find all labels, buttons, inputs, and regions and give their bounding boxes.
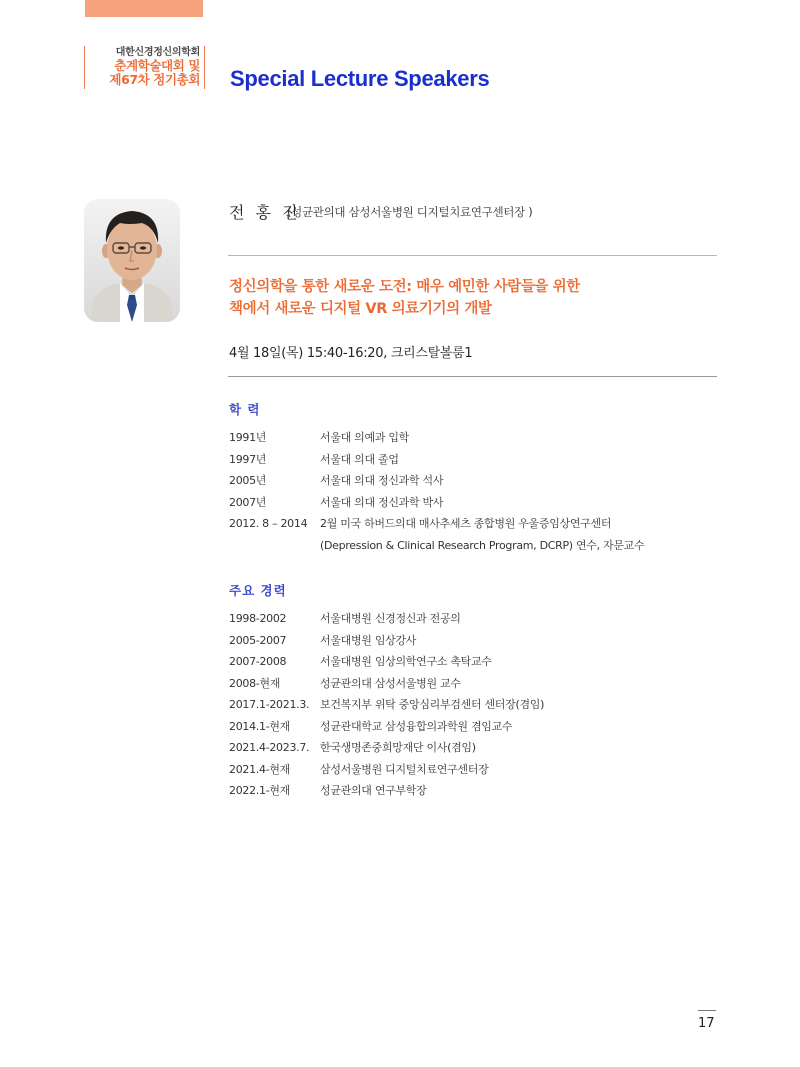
education-list [229,427,719,556]
lecture-title [229,276,709,320]
item-year: 2021.4-현재 [229,762,291,776]
list-item [229,630,719,652]
event-line-1: 춘계학술대회 및 [114,57,200,73]
list-item [229,651,719,673]
item-year: 2022.1-현재 [229,784,291,797]
speaker-photo [84,199,180,322]
speaker-portrait-illustration [84,199,180,322]
list-item [229,608,719,630]
item-text: 서울대 의예과 입학 [320,431,410,444]
speaker-affiliation: (성균관의대 삼성서울병원 디지털치료연구센터장 ) [287,205,533,219]
list-item [229,780,719,802]
item-year: 1998-2002 [229,612,287,625]
list-item [229,470,719,492]
list-item [229,492,719,514]
item-year: 2008-현재 [229,676,281,690]
top-accent-bar [85,0,203,17]
item-year: 2014.1-현재 [229,719,291,733]
item-year: 2012. 8 – 2014 [229,517,308,530]
lecture-title-line-1: 정신의학을 통한 새로운 도전: 매우 예민한 사람들을 위한 [229,279,580,295]
item-text: 서울대 의대 졸업 [320,452,399,466]
list-item [229,513,719,535]
item-text: 서울대 의대 정신과학 석사 [320,474,444,487]
item-text: 서울대 의대 정신과학 박사 [320,495,444,509]
event-block [88,47,200,87]
career-list [229,608,719,802]
item-text: 성균관의대 연구부학장 [320,784,427,797]
item-year: 2017.1-2021.3. [229,698,310,711]
speaker-name: 전 홍 진 [229,203,301,222]
page-number: 17 [698,1016,715,1031]
item-year: 2021.4-2023.7. [229,741,310,754]
career-heading: 주요 경력 [229,583,287,598]
item-text: 성균관대학교 삼성융합의과학원 겸임교수 [320,719,513,733]
list-item [229,694,719,716]
item-year: 2005년 [229,474,267,487]
page-number-rule [698,1010,716,1011]
org-name: 대한신경정신의학회 [115,47,200,58]
education-heading: 학 력 [229,402,261,417]
item-year: 1991년 [229,431,267,444]
header-right-divider [204,46,205,89]
list-item [229,759,719,781]
event-line-2: 제67차 정기총회 [109,71,200,87]
item-text: 한국생명존중희망재단 이사(겸임) [320,741,476,754]
item-text: (Depression & Clinical Research Program, DCRP) 연수, 자문교수 [320,538,645,552]
item-year: 1997년 [229,452,267,466]
item-text: 서울대병원 임상의학연구소 촉탁교수 [320,655,492,668]
list-item [229,716,719,738]
item-text: 성균관의대 삼성서울병원 교수 [320,676,461,690]
orange-divider [228,255,717,256]
item-text: 보건복지부 위탁 중앙심리부검센터 센터장(겸임) [320,698,545,711]
list-item [229,535,719,557]
lecture-title-line-2: 책에서 새로운 디지털 VR 의료기기의 개발 [229,301,492,317]
gray-divider [228,376,717,377]
item-text: 서울대병원 신경정신과 전공의 [320,612,461,625]
page-title: Special Lecture Speakers [230,66,490,91]
list-item [229,673,719,695]
lecture-schedule: 4월 18일(목) 15:40-16:20, 크리스탈볼룸1 [229,346,473,361]
item-year: 2007-2008 [229,655,287,668]
list-item [229,449,719,471]
list-item [229,427,719,449]
list-item [229,737,719,759]
item-year: 2005-2007 [229,633,287,647]
header-left-divider [84,46,85,89]
item-text: 삼성서울병원 디지털치료연구센터장 [320,762,489,776]
item-year: 2007년 [229,495,267,509]
item-text: 2월 미국 하버드의대 매사추세츠 종합병원 우울증임상연구센터 [320,517,612,530]
item-text: 서울대병원 임상강사 [320,633,417,647]
